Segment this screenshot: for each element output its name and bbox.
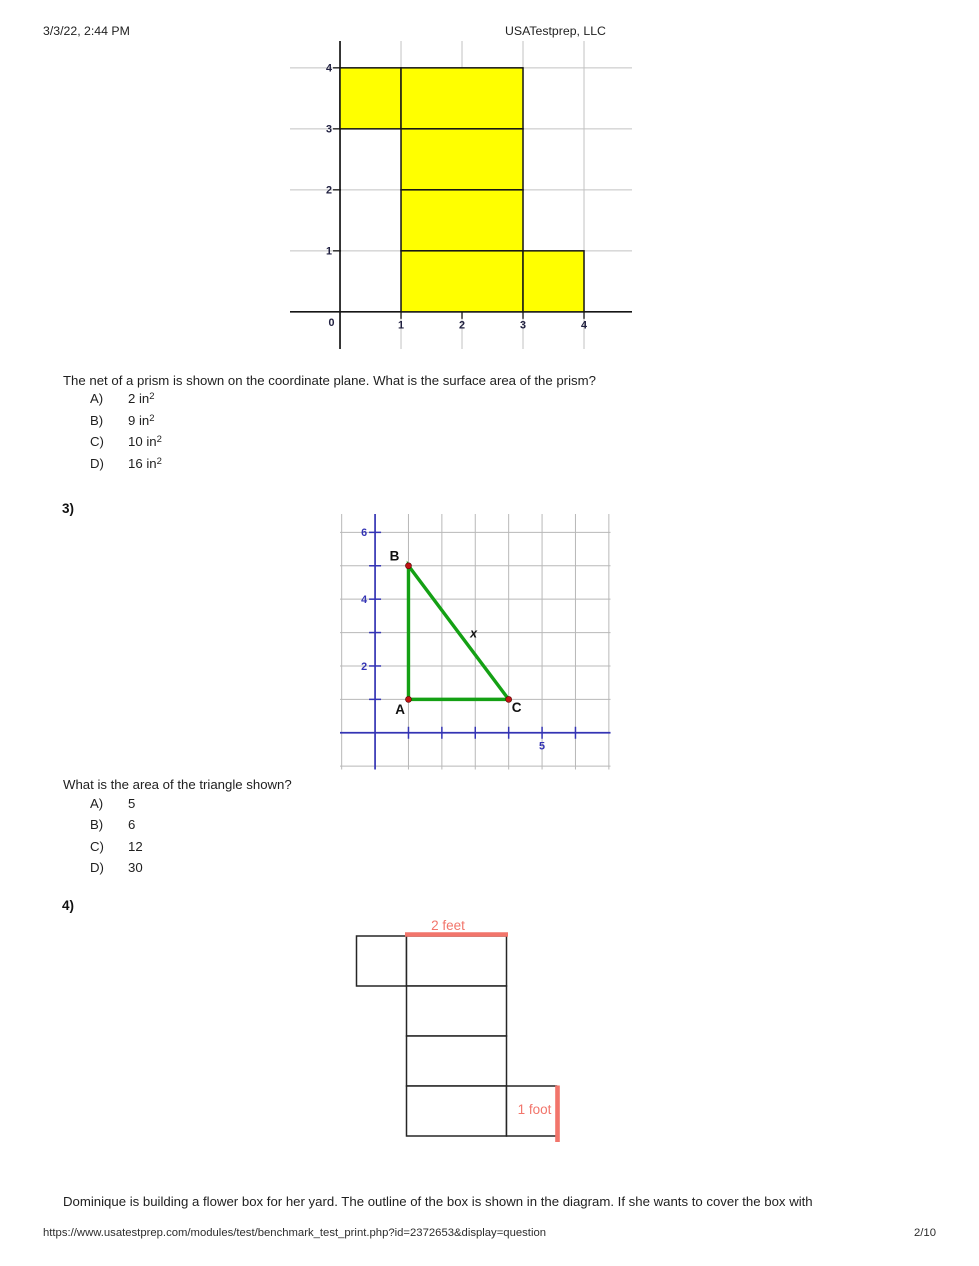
footer-page-number: 2/10 — [914, 1227, 936, 1239]
net-face — [407, 936, 507, 986]
option-value: 5 — [128, 796, 136, 811]
option-letter: A) — [90, 796, 104, 811]
vertex-label: A — [395, 702, 405, 718]
option-letter: B) — [90, 413, 104, 428]
y-tick-label: 2 — [326, 184, 333, 197]
option-superscript: 2 — [156, 455, 162, 467]
y-tick-label: 6 — [361, 527, 368, 540]
option-letter: B) — [90, 817, 104, 832]
x-tick-label: 1 — [398, 319, 405, 332]
flower-box-net-figure — [343, 913, 574, 1143]
vertex-dot — [405, 563, 411, 569]
option-superscript: 2 — [149, 412, 155, 424]
q3-option-c — [90, 839, 143, 854]
vertex-label: B — [389, 548, 400, 564]
option-value: 6 — [128, 817, 136, 832]
vertex-dot — [405, 696, 411, 702]
prism-net-figure — [290, 41, 632, 349]
net-face — [523, 251, 584, 312]
net-face — [407, 986, 507, 1036]
q3-prompt: What is the area of the triangle shown? — [63, 777, 292, 792]
option-letter: C) — [90, 839, 104, 854]
net-face — [401, 251, 523, 312]
q3-option-a — [90, 796, 135, 811]
y-tick-label: 3 — [326, 123, 333, 136]
option-superscript: 2 — [149, 390, 155, 402]
x-tick-label: 3 — [520, 319, 527, 332]
option-letter: C) — [90, 434, 104, 449]
q3-option-b — [90, 817, 135, 832]
vertex-label: C — [511, 700, 522, 716]
dimension-label: 2 feet — [431, 918, 465, 933]
option-value: 12 — [128, 839, 143, 854]
net-face — [401, 129, 523, 190]
q2-option-b — [90, 413, 155, 428]
q4-body-text: Dominique is building a flower box for her yard. The outline of the box is shown in the diagram. If she wants to cover the box with — [63, 1194, 813, 1209]
y-tick-label: 4 — [326, 62, 333, 75]
net-face — [340, 68, 401, 129]
dimension-label: 1 foot — [517, 1102, 552, 1117]
net-face — [407, 1086, 507, 1136]
header-datetime: 3/3/22, 2:44 PM — [43, 24, 130, 38]
option-letter: A) — [90, 391, 104, 406]
origin-label: 0 — [328, 316, 335, 329]
footer-url: https://www.usatestprep.com/modules/test/benchmark_test_print.php?id=2372653&display=question — [43, 1227, 547, 1239]
net-face — [407, 1036, 507, 1086]
x-tick-label: 2 — [459, 319, 466, 332]
x-tick-label: 5 — [539, 740, 546, 753]
option-superscript: 2 — [156, 433, 162, 445]
q3-option-d — [90, 860, 143, 875]
q2-prompt: The net of a prism is shown on the coordinate plane. What is the surface area of the prism? — [63, 373, 596, 388]
y-tick-label: 4 — [361, 593, 368, 606]
x-tick-label: 4 — [581, 319, 588, 332]
option-letter: D) — [90, 456, 104, 471]
net-face — [357, 936, 407, 986]
vertex-dot — [506, 696, 512, 702]
side-length-label: x — [470, 626, 478, 641]
net-face — [401, 68, 523, 129]
q2-option-c — [90, 434, 162, 449]
option-value: 10 in — [128, 434, 157, 449]
option-value: 9 in — [128, 413, 150, 428]
y-tick-label: 1 — [326, 245, 333, 258]
triangle-figure — [340, 514, 611, 770]
option-value: 30 — [128, 860, 143, 875]
q4-number: 4) — [62, 898, 75, 913]
q3-number: 3) — [62, 501, 75, 516]
y-tick-label: 2 — [361, 660, 368, 673]
option-value: 2 in — [128, 391, 150, 406]
option-letter: D) — [90, 860, 104, 875]
q2-option-d — [90, 456, 162, 471]
net-face — [401, 190, 523, 251]
header-title: USATestprep, LLC — [505, 24, 606, 38]
option-value: 16 in — [128, 456, 157, 471]
q2-option-a — [90, 391, 155, 406]
